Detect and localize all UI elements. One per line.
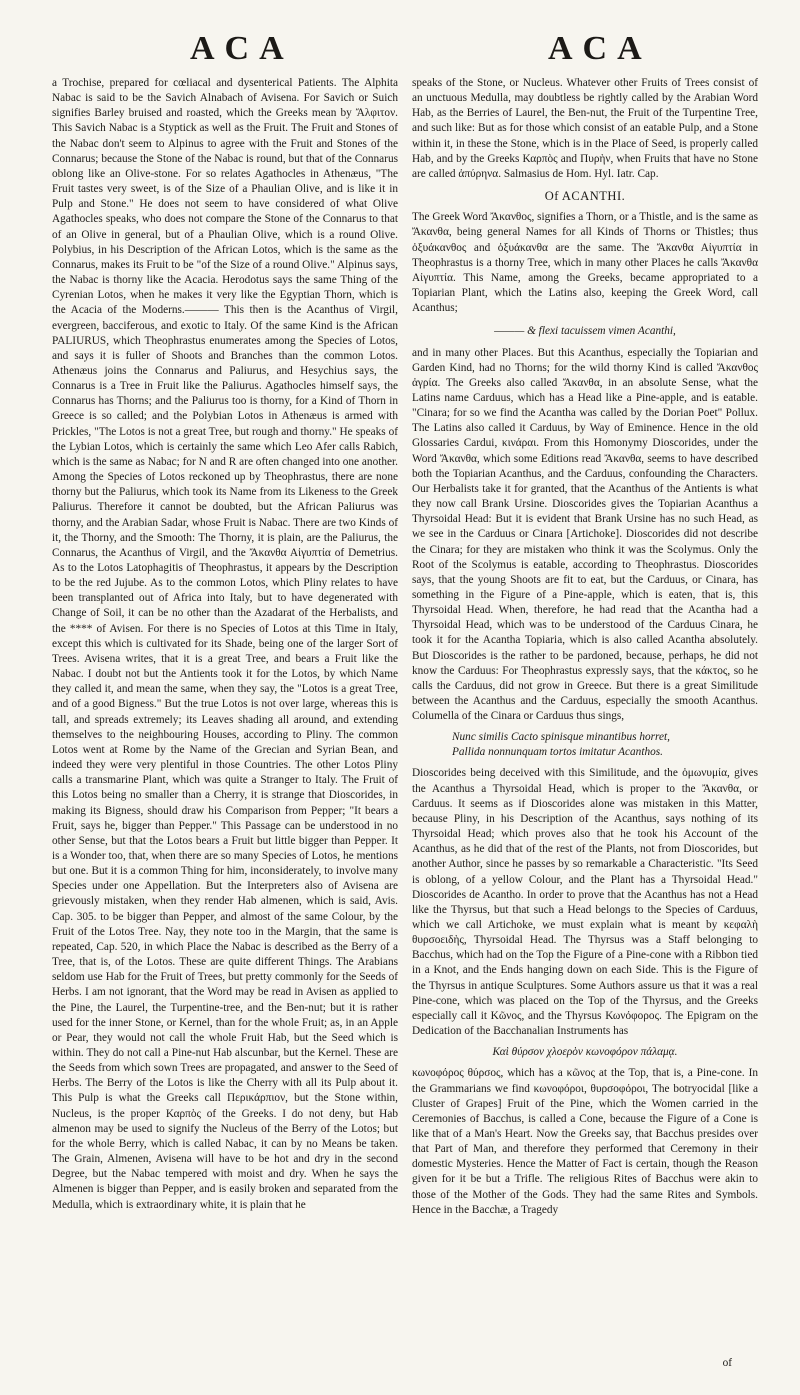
verse-line: Nunc similis Cacto spinisque minantibus horret, <box>452 731 670 744</box>
catchword: of <box>722 1357 732 1369</box>
verse-line: Pallida nonnunquam tortos imitatur Acanthos. <box>452 746 663 759</box>
columella-verse <box>452 730 758 760</box>
acanthi-main-paragraph: and in many other Places. But this Acanthus, especially the Topiarian and Garden Kind, had no Thorns; for the wild thorny Kind is called Ἄκανθος ἀγρία. The Greeks also called Ἄκανθα, in an absolute Sense, what the Latins name Carduus, which has a Head like a Pine-apple, and is eatable. "Cinara; for so we find the Acantha was called by the Dorian Poet" Pollux. The Latins also called it Carduus, by Way of Eminence. Hence in the old Glossaries Cardui, κινάραι. From this Homonymy Dioscorides, under the Word Ἄκανθα, which some Editions read Ἄκανθα, seems to have described both the Topiarian Acanthus, and the Carduus, confounding the Characters. Our Herbalists take it for granted, that the Acanthus of the Antients is what they now call Brank Ursine. Dioscorides gives the Topiarian Acanthus a Thyrsoidal Head: But it is evident that Brank Ursine has no such Head, as we see in the Carduus or Cinara [Artichoke]. Dioscorides did not describe the Cinara; for they are mistaken who think it was the Scolymus. Only the Root of the Scolymus is eatable, according to Theophrastus. Dioscorides says, that the young Shoots are fit to eat, but the Carduus, or Cinara, has something in the Figure of a Pine-apple, which is eaten, that is, this Thyrsoidal Head. When, therefore, he had read that the Acantha had a Thyrsoidal Head, which was to be understood of the Carduus Cinara, he took it for the Acantha Topiaria, which is also called Acantha absolutely. But Dioscorides is the rather to be pardoned, because, perhaps, he did not know the Carduus: For Theophrastus expressly says, that the κάκτος, so he calls the Carduus, did not grow in Greece. But there is a great Similitude between the Acanthus and the Carduus, especially the smooth Acanthus. Columella of the Cinara or Carduus thus sings, <box>412 346 758 723</box>
running-head-right: ACA <box>548 30 652 67</box>
left-column <box>52 76 398 1213</box>
thyrsoidal-head-paragraph: Dioscorides being deceived with this Similitude, and the ὁμωνυμία, gives the Acanthus a Thyrsoidal Head, which is proper to the Ἄκανθα, or Carduus. It seems as if Dioscorides alone was mistaken in this Matter, because Pliny, in his Description of the Acanthus, says nothing of its Thyrsoidal Head; which proves also that he took his Account of the Acanthus, as he did that of the rest of the Plants, not from Dioscorides, but another Author, since he passes by so remarkable a Characteristic. "Its Seed is oblong, of a yellow Colour, and the Plant has a Thyrsoidal Head." Dioscorides de Acantho. In order to prove that the Acanthus has not a Head like the Thyrsus, but that such a Head belongs to the Species of Carduus, which we call Artichoke, we must explain what is meant by κεφαλὴ θυρσοειδὴς, Thyrsoidal Head. The Thyrsus was a Staff belonging to Bacchus, which had on the Top the Figure of a Pine-cone with a Ribbon tied in a Knot, and the Ends hanging down on each Side. This is the Figure of the Thyrsus in antique Sculptures. Some Authors assure us that it was a real Pine-cone, which was placed on the Top of the Thyrsus, and the Greeks especially call it Κῶνος, and the Thyrsus Κωνόφορος. The Epigram on the Dedication of the Bacchanalian Instruments has <box>412 767 758 1038</box>
running-head-left: ACA <box>190 30 294 67</box>
left-column-paragraph: a Trochise, prepared for cœliacal and dysenterical Patients. The Alphita Nabac is said to be the Savich Alnabach of Avisena. For Savich or Suich signifies Barley bruised and roasted, which the Greeks mean by Ἄλφιτον. This Savich Nabac is a Styptick as well as the Fruit. The Fruit and Stones of the Nabac don't seem to Alpinus to agree with the Fruit and Stones of the Connarus; because the Stone of the Nabac is round, but that of the Connarus oblong like an Olive-stone. For so relates Agathocles in Athenæus, "The Fruit tastes very sweet, is of the Size of a Phaulian Olive, and is like it in Pulp and Stone." He does not seem to have considered of what Olive Agathocles speaks, who does not compare the Stone of the Connarus to that of an Olive in general, but of a Phaulian Olive, which is a round Olive. Polybius, in his Description of the African Lotos, which is the same as the Connarus, makes its Fruit to be "of the Size of a round Olive." Alpinus says, the Nabac is thorny like the Acacia. Herodotus says the same Thing of the Cyrenian Lotos, when he makes it very like the Egyptian Thorn, which is the Acacia of the Moderns.——— This then is the Acanthus of Virgil, evergreen, bacciferous, and exotic to Italy. Of the same Kind is the African PALIURUS, which Theophrastus enumerates among the Species of Lotos, and says it is fuller of Shoots and Branches than the common Lotos. Athenæus joins the Connarus and Paliurus, and Hesychius says, the Connarus is a Tree in Fruit like the Paliurus. Agathocles himself says, the Connarus has Thorns; and the Paliurus too is thorny, for a Kind of Thorn in Greece is so called; and the Polybian Lotos in Athenæus is armed with Prickles, "The Lotos is not a great Tree, but rough and thorny." He speaks of the Lybian Lotos, which is certainly the same which Leo Afer calls Rabich, which is the same as Nabac; for N and R are often changed into one another. Among the Species of Lotos reckoned up by Theophrastus, there are none thorny but the Paliurus, which took its Name from its Likeness to the Greek Paliurus. Therefore it cannot be doubted, but the African Paliurus was thorny, and the Arabian Sadar, whose Fruit is Nabac. There are two Kinds of it, the Thorny, and the Smooth: The Thorny, it is plain, are the Paliurus, the Connarus, the Acanthus of Virgil, and the Ἄκανθα Αἰγυπτία of Demetrius. As to the Lotos Latophagitis of Theophrastus, it appears by the Description to be the red Jujube. As to the common Lotos, which Pliny relates to have been transplanted out of Africa into Italy, but to have degenerated with Change of Soil, it can be no other than the Azadarat of the Herbalists, and the **** of Avisen. For there is no Species of Lotos at this Time in Italy, except this which is cultivated for its Shade, being one of the larger Sort of Trees. Avisena writes, that it is a great Tree, and bears a Fruit like the Nabac. I doubt not but the Antients took it for the Lotos, by which Name they called it, and mean the same, when they say, the "Lotos is a great Tree, and of a good Bigness." But the true Lotos is not over large, whereas this is tall, and spreads extremely; its Leaves shading all around, and extending themselves to the neighbouring Houses, according to Pliny. The common Lotos went at Rome by the Name of the Grecian and Syrian Bean, and indeed they were very plentiful in those Countries. The other Lotos Pliny calls a transmarine Plant, which was quite a Stranger to Italy. The Fruit of this Lotos being no smaller than a Cherry, it is strange that Dioscorides, in making its Bigness, should draw his Comparison from Pepper; "It bears a Fruit, says he, bigger than Pepper." This Passage can be understood in no other Sense, but that the Lotos bears a Fruit but little bigger than Pepper. It is a Wonder too, that, when there are so many Species of Lotos, he mentions but one. But it is a common Thing for him, inconsiderately, to involve many Species under one Appellation. But the Interpreters also of Avisena are grievously mistaken, when they render Hab almenen, which is said, Avis. Cap. 305. to be bigger than Pepper, and almost of the same Colour, by the Fruit of the Lotos Tree. Nay, they note too in the Margin, that the same is repeated, Cap. 520, in which Place the Nabac is described as the Berry of a Tree, that is, of the Lotos. These are quite different Things. The Arabians seldom use Hab for the Fruit of Trees, but pretty commonly for the Seeds of Herbs. I am not ignorant, that the Word may be read in Avisen as applied to the Pine, the Laurel, the Turpentine-tree, and the Ben-nut; but it is rather used for the inner Stone, or Kernel, than for the whole Fruit; as, in an Apple or Pear, they would not call the whole Fruit Hab, but the Seed which is within. They do not call a Pine-nut Hab alscunbar, but the Kernel. These are the Seeds from which sown Trees are propagated, and answer to the Seed of Herbs. The Berry of the Lotos is like the Cherry with all its Pulp about it. This Pulp is what the Greeks call Περικάρπιον, but the Stone within, Nucleus, is the proper Καρπὸς of the Greeks. I do not deny, but Hab almenon may be used to signify the Nucleus of the Berry of the Lotos; but for the whole Berry, which is called Nabac, it can by no Means be taken. The Grain, Almenen, Avisena will have to be hot and dry in the second Degree, but the Nabac tempered with moist and dry. When he says the Almenen is bigger than Pepper, and is easily broken and separated from the Medulla, which is extraordinary white, it is plain that he <box>52 77 398 1211</box>
greek-epigram-line: Καὶ θύρσον χλοερὸν κωνοφόρον πάλαμᾳ. <box>492 1046 678 1059</box>
right-column <box>412 76 758 1218</box>
verse-quotation: ——— & flexi tacuissem vimen Acanthi, <box>494 325 676 338</box>
right-column-intro-paragraph: speaks of the Stone, or Nucleus. Whatever other Fruits of Trees consist of an unctuous Medulla, may doubtless be rightly called by the Arabian Word Hab, as the Berries of Laurel, the Ben-nut, the Fruit of the Turpentine Tree, and such like: But as for those which consist of an eatable Pulp, and a Stone within it, in these the Stone, which is in the Place of Seed, is properly called Hab, and by the Greeks Καρπὸς and Πυρὴν, when Fruits that have no Stone are called ἀπύρηνα. Salmasius de Hom. Hyl. Iatr. Cap. <box>412 77 758 180</box>
pine-cone-paragraph: κωνοφόρος θύρσος, which has a κῶνος at the Top, that is, a Pine-cone. In the Grammarians we find κωνοφόροι, θυρσοφόροι, The botryocidal [like a Cluster of Grapes] Fruit of the Pine, which the Women carried in the Ceremonies of Bacchus, is called a Cone, because the Figure of a Cone is like that of a Man's Heart. Now the Greeks say, that Bacchus presides over that Part of Man, and therefore they performed that Ceremony in their domestic Mysteries. Hence the Matter of Fact is certain, though the Reason given for it be but a Trifle. The religious Rites of Bacchus were akin to those of the Mother of the Gods. They had the same Rites and Symbols. Hence in the Bacchæ, a Tragedy <box>412 1067 758 1216</box>
acanthi-greek-word-paragraph: The Greek Word Ἄκανθος, signifies a Thorn, or a Thistle, and is the same as Ἄκανθα, being general Names for all Kinds of Thorns or Thistles; thus ὀξυάκανθος and ὀξυάκανθα are the same. The Ἄκανθα Αἰγυπτία in Theophrastus is a thorny Tree, which in many other Places he calls Ἄκανθα Αἰγυπτία. This Name, among the Greeks, became appropriated to a Topiarian Plant, which the Latins also, keeping the Greek Word, call Acanthus; <box>412 211 758 315</box>
running-head <box>0 30 800 74</box>
section-heading-acanthi: Of ACANTHI. <box>544 189 626 204</box>
